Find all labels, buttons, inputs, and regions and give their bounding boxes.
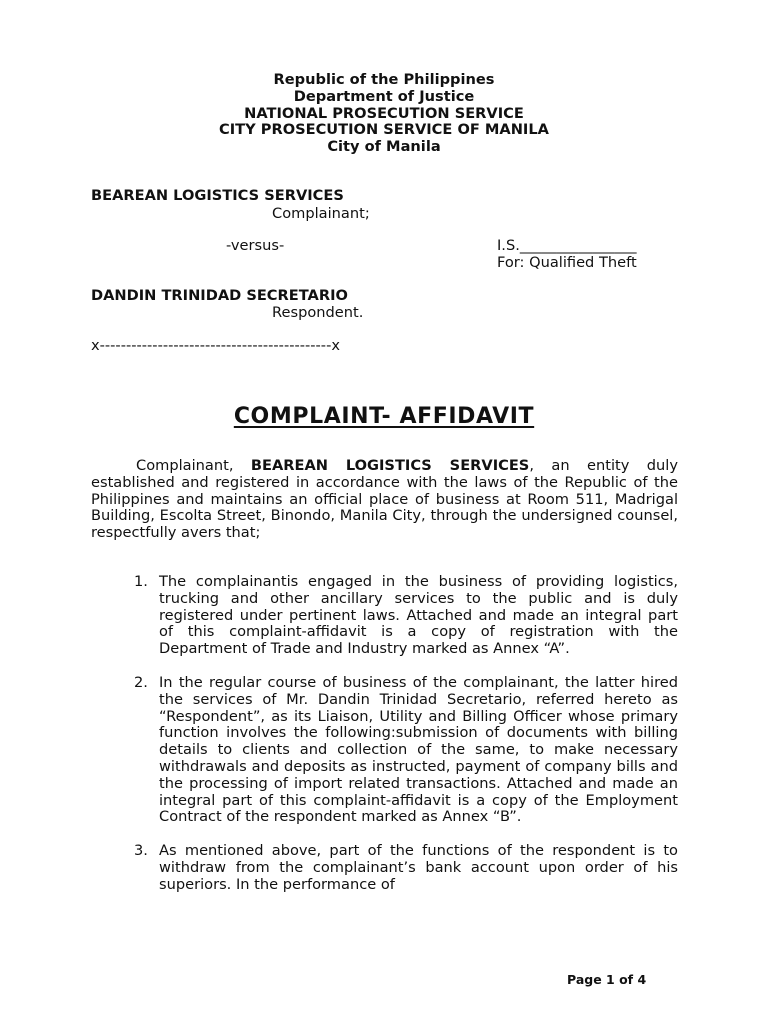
list-item	[91, 574, 678, 658]
header-city-service: CITY PROSECUTION SERVICE OF MANILA	[219, 121, 549, 139]
header-city: City of Manila	[327, 138, 441, 156]
respondent-name: DANDIN TRINIDAD SECRETARIO	[91, 287, 348, 304]
page-number: Page 1 of 4	[567, 972, 647, 987]
document-header	[0, 72, 768, 156]
item-text: In the regular course of business of the complainant, the latter hired the services of Mr. Dandin Trinidad Secretario, referred hereto as “Respondent”, as its Liaison, Utility and Billing Officer whose primary function involves the following:submission of documents with billing details to clients and collection of the same, to make necessary withdrawals and deposits as instructed, payment of company bills and the processing of import related transactions. Attached and made an integral part of this complaint-affidavit is a copy of the Employment Contract of the respondent marked as Annex “B”.	[159, 673, 678, 826]
complainant-name: BEAREAN LOGISTICS SERVICES	[91, 187, 344, 204]
intro-rest: , an entity duly established and registered in accordance with the laws of the Republic of the Philippines and maintains an official place of business at Room 511, Madrigal Building, Escolta Street, Binondo, Manila City, through the undersigned counsel, respectfully avers that;	[91, 457, 678, 542]
intro-complainant-name: BEAREAN LOGISTICS SERVICES	[250, 457, 530, 474]
complainant-role: Complainant;	[272, 205, 370, 222]
header-national-service: NATIONAL PROSECUTION SERVICE	[244, 104, 524, 122]
offense-label: For: Qualified Theft	[497, 254, 637, 271]
item-number: 1.	[134, 573, 148, 590]
is-number-field: I.S.________________	[497, 237, 637, 254]
item-number: 3.	[134, 842, 148, 860]
intro-lead: Complainant,	[136, 457, 251, 474]
header-department: Department of Justice	[293, 87, 475, 105]
item-text: The complainantis engaged in the business of providing logistics, trucking and other ancillary services to the public and is duly registered under pertinent laws. Attached and made an integral part of this complaint-affidavit is a copy of registration with the Department of Trade and Industry marked as Annex “A”.	[159, 573, 678, 658]
header-republic: Republic of the Philippines	[273, 71, 495, 88]
item-number: 2.	[134, 673, 148, 691]
document-title	[0, 404, 768, 430]
list-item	[91, 843, 678, 893]
intro-paragraph	[91, 458, 678, 542]
versus-label: -versus-	[226, 237, 285, 254]
respondent-role: Respondent.	[272, 304, 364, 321]
caption-separator: x--------------------------------------------x	[91, 337, 340, 354]
item-text: As mentioned above, part of the functions of the respondent is to withdraw from the complainant’s bank account upon order of his superiors. In the performance of	[159, 842, 678, 893]
allegations-list	[91, 574, 678, 911]
title-text: COMPLAINT- AFFIDAVIT	[233, 404, 535, 429]
list-item	[91, 675, 678, 826]
